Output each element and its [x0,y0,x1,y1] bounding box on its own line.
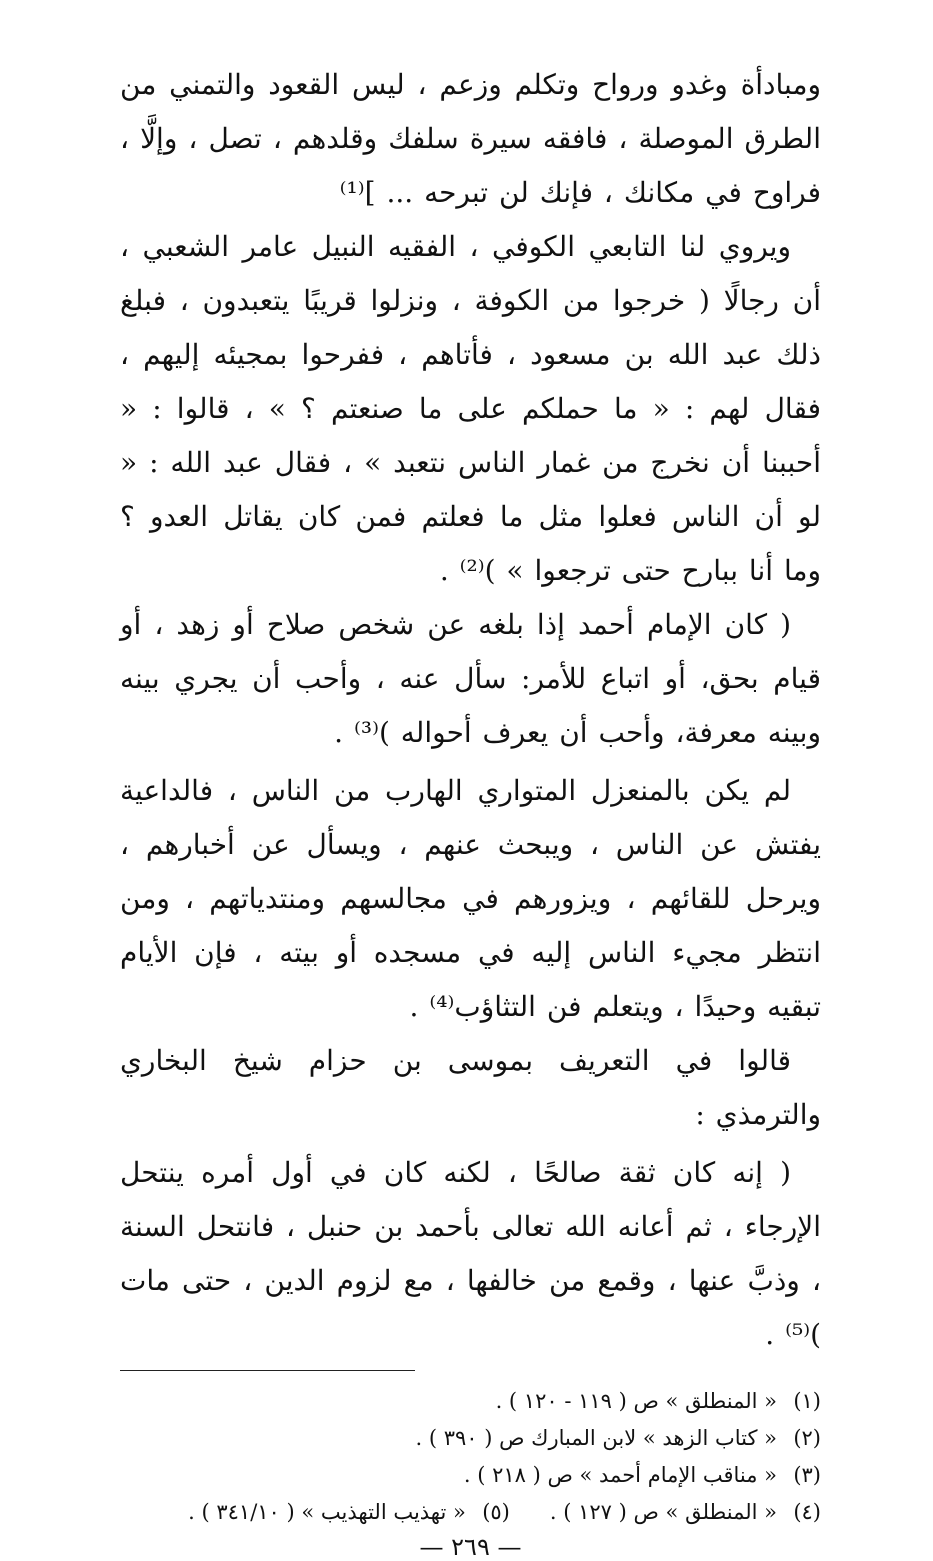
paragraph-2: ويروي لنا التابعي الكوفي ، الفقيه النبيل عامر الشعبي ، أن رجالًا ( خرجوا من الكوفة ، ونزلوا قريبًا يتعبدون ، فبلغ ذلك عبد الله بن مسعود ، فأتاهم ، ففرحوا بمجيئه إليهم ، فقال لهم : « ما حملكم على ما صنعتم ؟ » ، قالوا : « أحببنا أن نخرج من غمار الناس نتعبد » ، فقال عبد الله : « لو أن الناس فعلوا مثل ما فعلتم فمن كان يقاتل العدو ؟ وما أنا ببارح حتى ترجعوا » )⁽²⁾ . [120,230,821,587]
footnote-3 [120,1457,821,1494]
footnote-number: (٢) [793,1426,821,1450]
footnote-text: « المنطلق » ص ( ١٢٧ ) . [549,1500,777,1524]
paragraph-6: ( إنه كان ثقة صالحًا ، لكنه كان في أول أمره ينتحل الإرجاء ، ثم أعانه الله تعالى بأحمد بن حنبل ، فانتحل السنة ، وذبَّ عنها ، وقمع من خالفها ، مع لزوم الدين ، حتى مات )⁽⁵⁾ . [120,1156,821,1351]
footnote-text: « كتاب الزهد » لابن المبارك ص ( ٣٩٠ ) . [415,1426,777,1450]
footnote-number: (٣) [793,1463,821,1487]
paragraph-1: ومبادأة وغدو ورواح وتكلم وزعم ، ليس القعود والتمني من الطرق الموصلة ، فافقه سيرة سلفك وقلدهم ، تصل ، وإلَّا ، فراوح في مكانك ، فإنك لن تبرحه ... ]⁽¹⁾ [120,68,821,209]
paragraph-4: لم يكن بالمنعزل المتواري الهارب من الناس ، فالداعية يفتش عن الناس ، ويبحث عنهم ، ويسأل عن أخبارهم ، ويرحل للقائهم ، ويزورهم في مجالسهم ومنتدياتهم ، ومن انتظر مجيء الناس إليه في مسجده أو بيته ، فإن الأيام تبقيه وحيدًا ، ويتعلم فن التثاؤب⁽⁴⁾ . [120,774,821,1023]
paragraph-5: قالوا في التعريف بموسى بن حزام شيخ البخاري والترمذي : [120,1044,821,1131]
footnote-text: « تهذيب التهذيب » ( ٣٤١/١٠ ) . [188,1500,466,1524]
footnote-4 [120,1494,821,1531]
footnote-number: (١) [793,1389,821,1413]
footnotes [120,1383,821,1531]
footnote-text: « مناقب الإمام أحمد » ص ( ٢١٨ ) . [463,1463,777,1487]
footnote-1 [120,1383,821,1420]
footnote-number: (٥) [482,1500,510,1524]
footnote-text: « المنطلق » ص ( ١١٩ - ١٢٠ ) . [495,1389,777,1413]
paragraph-3: ( كان الإمام أحمد إذا بلغه عن شخص صلاح أو زهد ، أو قيام بحق، أو اتباع للأمر: سأل عنه ، وأحب أن يجري بينه وبينه معرفة، وأحب أن يعرف أحواله )⁽³⁾ . [120,608,821,749]
footnote-2 [120,1420,821,1457]
footnote-number: (٤) [793,1500,821,1524]
page-number: — ٢٦٩ — [419,1533,522,1561]
